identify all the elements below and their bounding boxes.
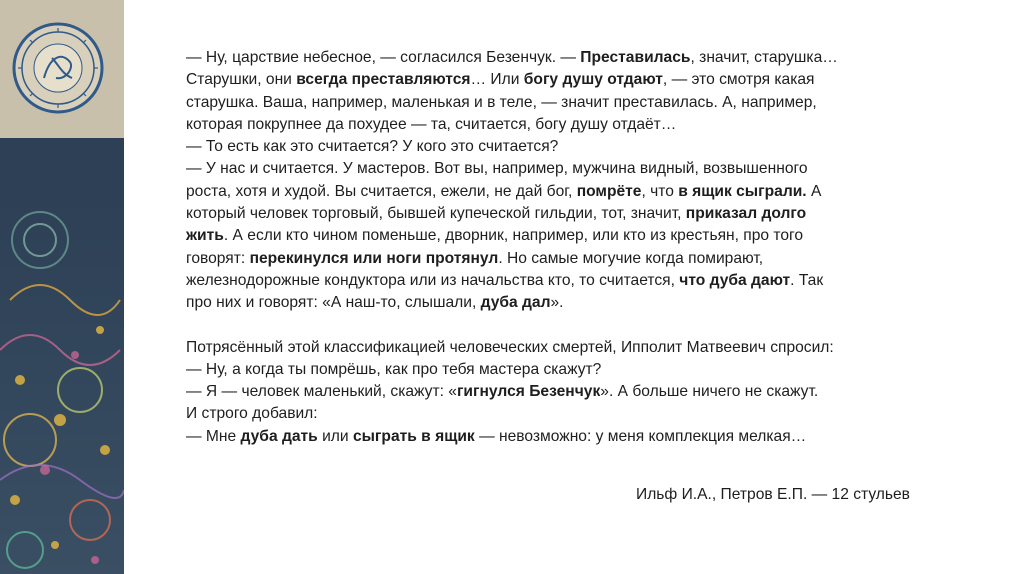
text-line: роста, хотя и худой. Вы считается, ежели, не дай бог, помрёте, что в ящик сыграли. А — [186, 182, 822, 200]
university-seal-icon — [12, 22, 104, 114]
citation: Ильф И.А., Петров Е.П. — 12 стульев — [636, 486, 910, 503]
text-line: — Я — человек маленький, скажут: «гигнулся Безенчук». А больше ничего не скажут. — [186, 383, 819, 401]
text-line: Старушки, они всегда преставляются… Или богу душу отдают, — это смотря какая — [186, 71, 815, 89]
ornament-pattern-icon — [0, 150, 124, 574]
text-line: которая покрупнее да похудее — та, считается, богу душу отдаёт… — [186, 115, 677, 133]
text-line: жить. А если кто чином поменьше, дворник, например, или кто из крестьян, про того — [186, 227, 804, 245]
text-line: говорят: перекинулся или ноги протянул. Но самые могучие когда помирают, — [186, 249, 764, 267]
paragraph-gap — [186, 315, 946, 337]
text-line: — Ну, царствие небесное, — согласился Безенчук. — Преставилась, значит, старушка… — [186, 49, 838, 66]
text-line: который человек торговый, бывшей купеческой гильдии, тот, значит, приказал долго — [186, 205, 807, 223]
text-line: железнодорожные кондуктора или из начальства кто, то считается, что дуба дают. Так — [186, 271, 824, 289]
text-line: про них и говорят: «А наш-то, слышали, дуба дал». — [186, 294, 564, 312]
text-line: — Ну, а когда ты помрёшь, как про тебя мастера скажут? — [186, 360, 602, 378]
text-line: — То есть как это считается? У кого это считается? — [186, 138, 559, 156]
quote-text — [186, 47, 946, 448]
text-line: Потрясённый этой классификацией человеческих смертей, Ипполит Матвеевич спросил: — [186, 338, 834, 356]
logo-panel — [0, 0, 124, 138]
text-line: старушка. Ваша, например, маленькая и в теле, — значит преставилась. А, например, — [186, 93, 817, 111]
text-line: — У нас и считается. У мастеров. Вот вы, например, мужчина видный, возвышенного — [186, 160, 808, 178]
text-line: И строго добавил: — [186, 405, 318, 423]
text-line: — Мне дуба дать или сыграть в ящик — невозможно: у меня комплекция мелкая… — [186, 427, 807, 445]
decorative-sidebar — [0, 0, 124, 574]
